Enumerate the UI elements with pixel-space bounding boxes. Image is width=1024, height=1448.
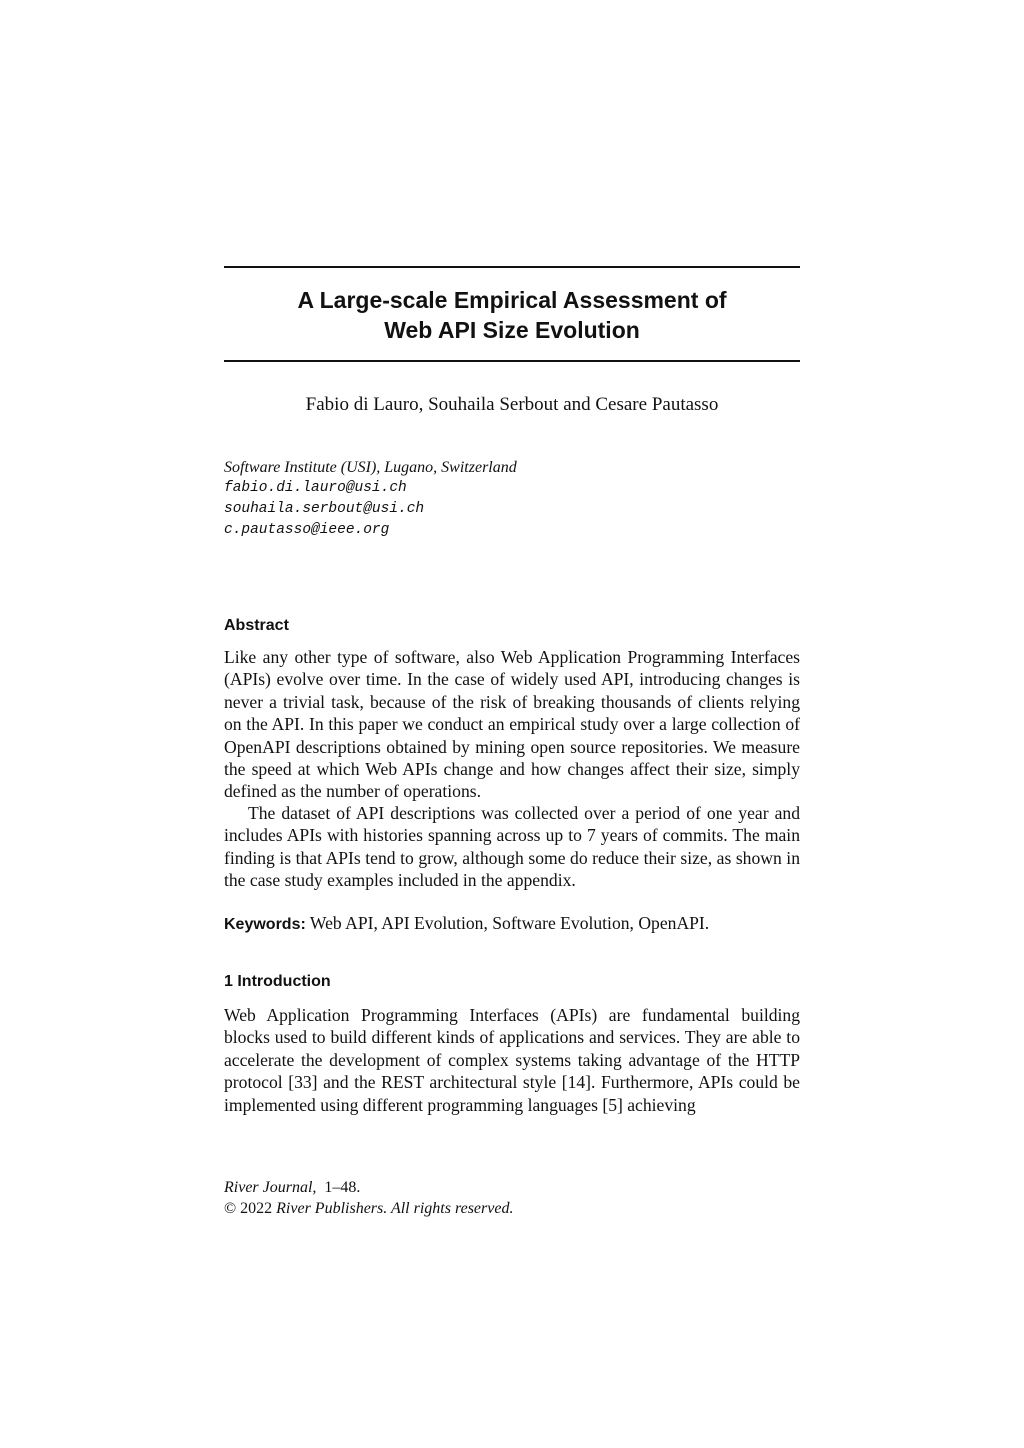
journal-name: River Journal, — [224, 1179, 317, 1196]
keywords-label: Keywords: — [224, 916, 306, 933]
copyright-year: © 2022 — [224, 1200, 273, 1217]
email-list — [224, 478, 424, 541]
page-footer — [224, 1177, 513, 1219]
title-line-2: Web API Size Evolution — [384, 317, 640, 343]
introduction-heading: 1 Introduction — [224, 973, 331, 990]
author-list: Fabio di Lauro, Souhaila Serbout and Cesare Pautasso — [305, 394, 719, 415]
abstract-paragraph-2: The dataset of API descriptions was collected over a period of one year and includes APIs with histories spanning across up to 7 years of commits. The main finding is that APIs tend to grow, although some do reduce their size, as shown in the case study examples included in the appendix. — [224, 803, 800, 891]
email-fabio[interactable]: fabio.di.lauro@usi.ch — [224, 480, 407, 496]
keywords-text: Web API, API Evolution, Software Evolution, OpenAPI. — [309, 913, 710, 933]
title-bottom-rule — [224, 360, 800, 362]
copyright-line — [224, 1198, 513, 1219]
email-souhaila[interactable]: souhaila.serbout@usi.ch — [224, 501, 425, 517]
introduction-paragraph: Web Application Programming Interfaces (APIs) are fundamental building blocks used to build different kinds of applications and services. They are able to accelerate the development of complex systems taking advantage of the HTTP protocol [33] and the REST architectural style [14]. Furthermore, APIs could be implemented using different programming languages [5] achieving — [224, 1005, 800, 1115]
email-cesare[interactable]: c.pautasso@ieee.org — [224, 522, 390, 538]
publisher-rights: River Publishers. All rights reserved. — [276, 1200, 514, 1217]
abstract-heading: Abstract — [224, 617, 289, 634]
title-top-rule — [224, 266, 800, 268]
affiliation: Software Institute (USI), Lugano, Switzerland — [224, 459, 517, 476]
title-line-1: A Large-scale Empirical Assessment of — [297, 287, 727, 313]
abstract-paragraph-1: Like any other type of software, also Web Application Programming Interfaces (APIs) evolve over time. In the case of widely used API, introducing changes is never a trivial task, because of the risk of breaking thousands of clients relying on the API. In this paper we conduct an empirical study over a large collection of OpenAPI descriptions obtained by mining open source repositories. We measure the speed at which Web APIs change and how changes affect their size, simply defined as the number of operations. — [224, 647, 800, 802]
page-range: 1–48. — [324, 1179, 361, 1196]
keywords — [224, 912, 800, 936]
paper-title — [224, 285, 800, 345]
journal-line — [224, 1177, 513, 1198]
